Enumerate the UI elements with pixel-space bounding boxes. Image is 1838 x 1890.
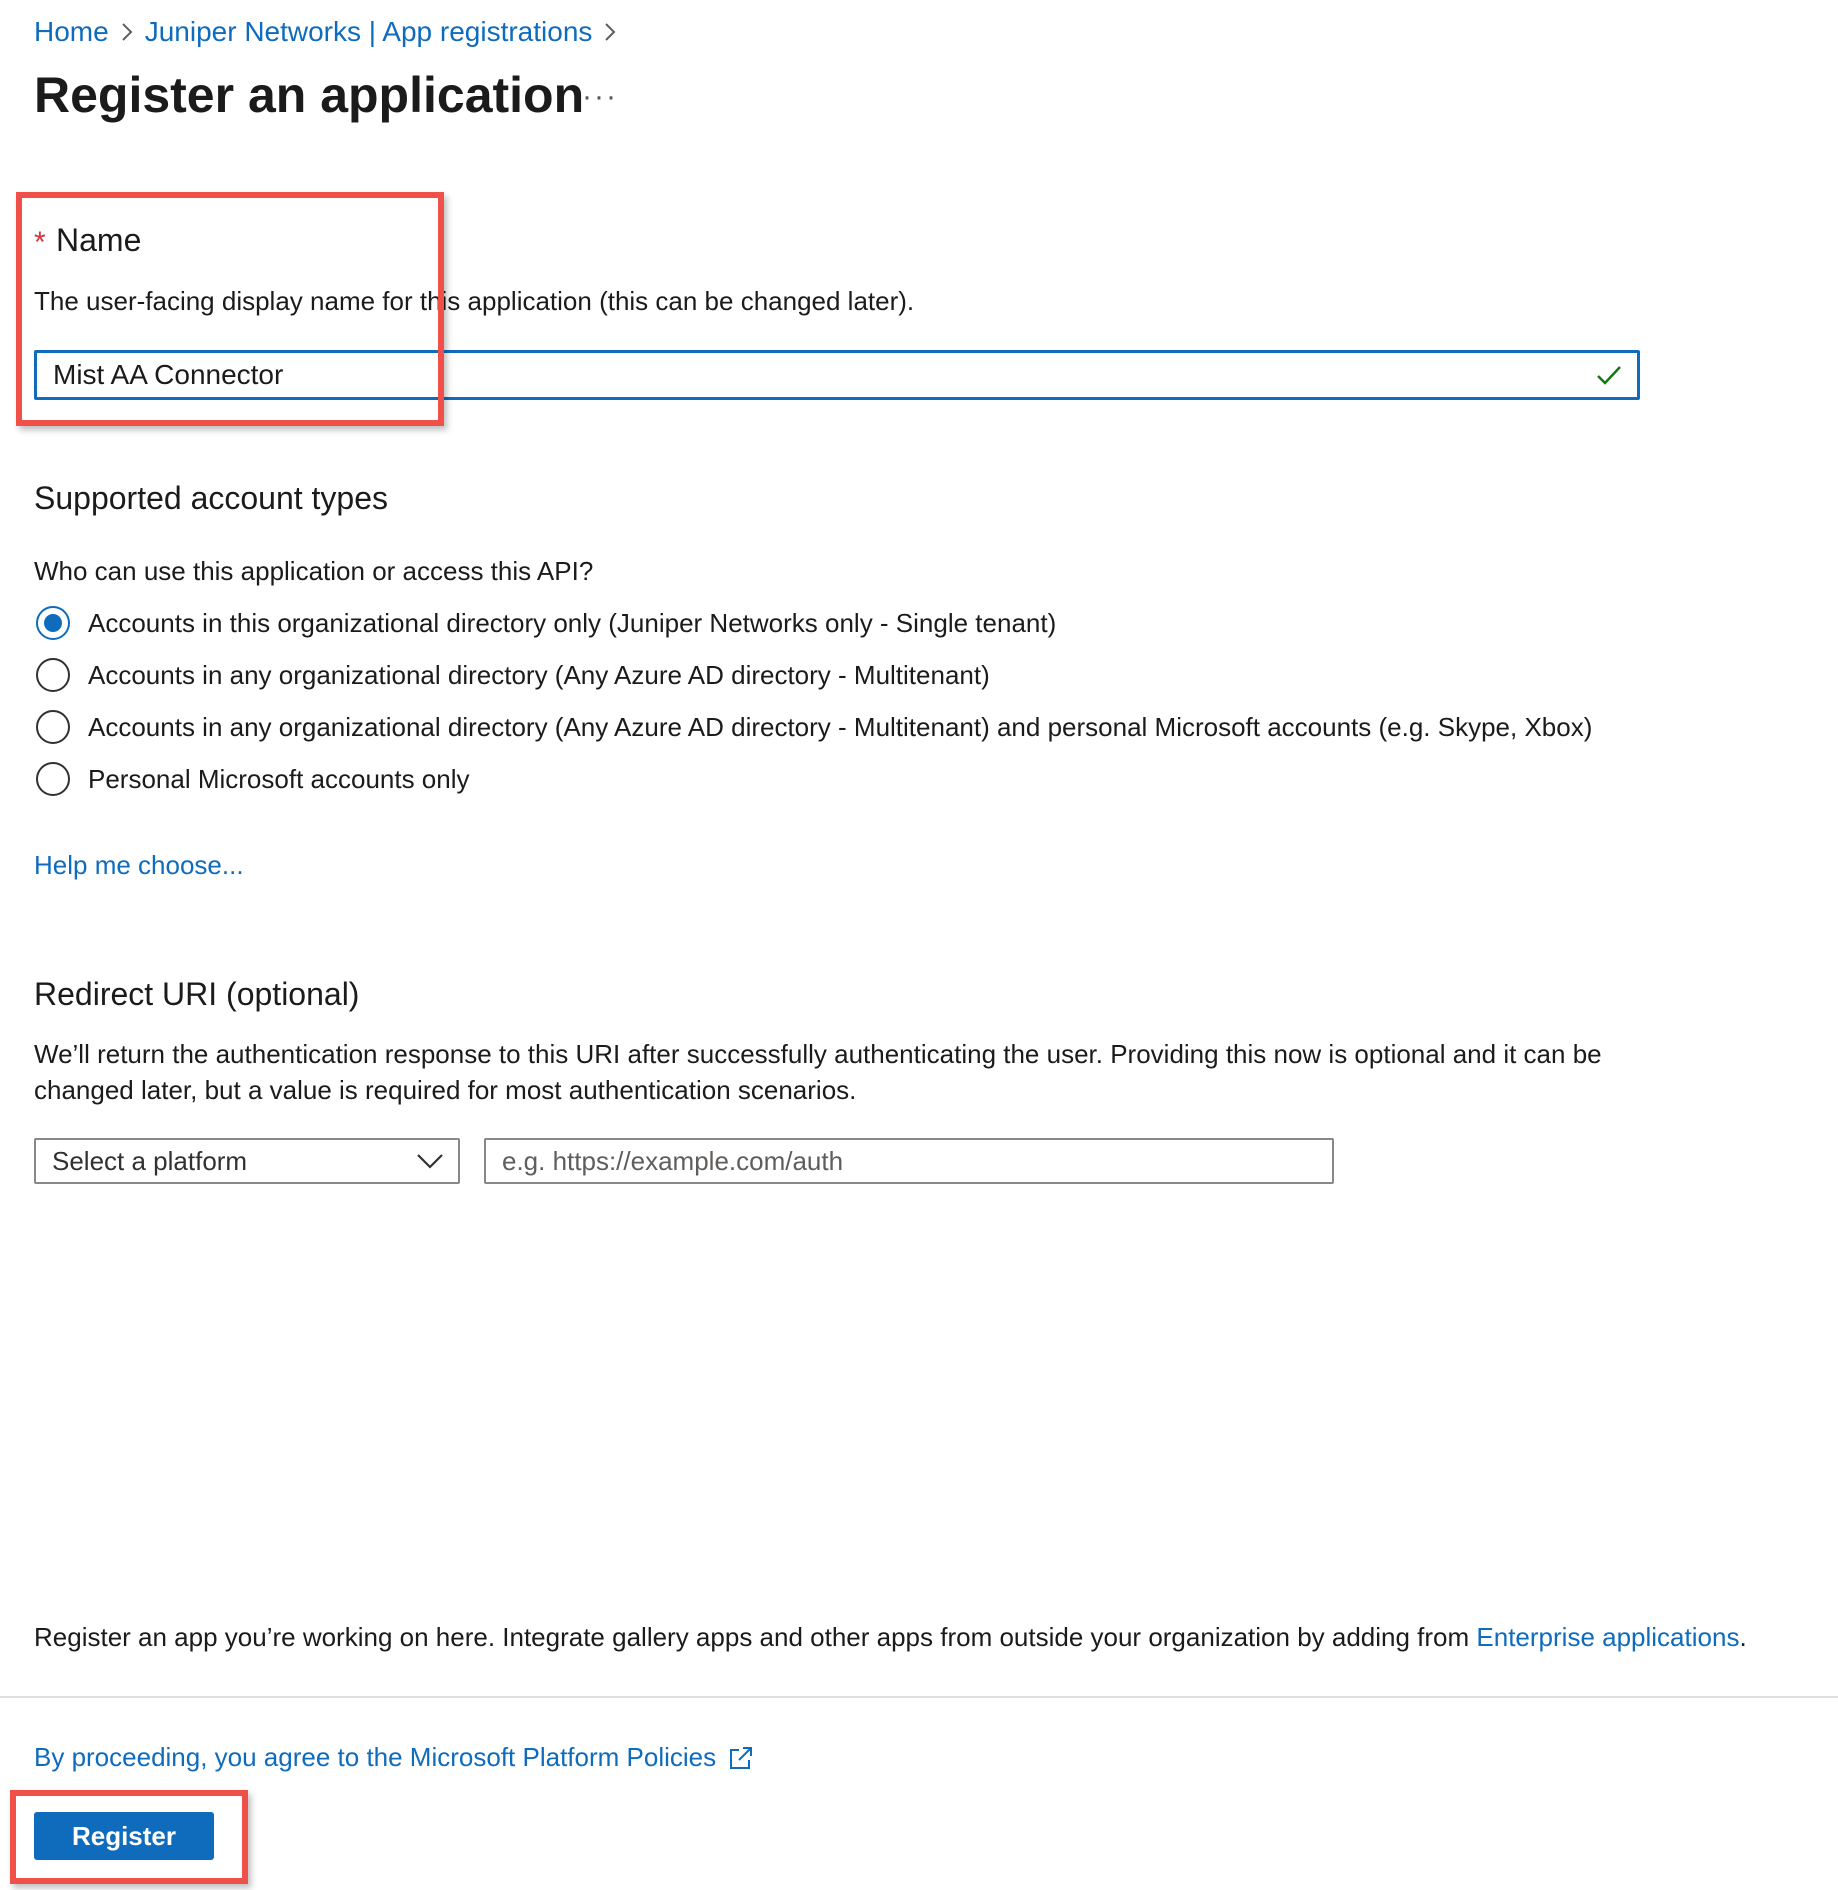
external-link-icon xyxy=(726,1743,756,1773)
footer-note-end: . xyxy=(1739,1622,1747,1652)
radio-personal-only[interactable] xyxy=(36,762,470,796)
page-title: Register an application xyxy=(34,67,585,123)
platform-policies-link[interactable] xyxy=(34,1742,756,1773)
required-asterisk: * xyxy=(34,226,46,259)
redirect-uri-title: Redirect URI (optional) xyxy=(34,976,360,1012)
platform-policies-label: By proceeding, you agree to the Microsoft Platform Policies xyxy=(34,1742,717,1772)
account-types-title: Supported account types xyxy=(34,480,389,516)
name-field xyxy=(34,350,1640,400)
register-button[interactable]: Register xyxy=(34,1812,214,1860)
radio-button[interactable] xyxy=(36,658,70,692)
account-types-question: Who can use this application or access this API? xyxy=(34,556,594,586)
radio-label: Accounts in this organizational directory only (Juniper Networks only - Single tenant) xyxy=(88,607,1057,638)
name-description: The user-facing display name for this application (this can be changed later). xyxy=(34,286,915,316)
radio-multitenant[interactable] xyxy=(36,658,990,692)
radio-label: Accounts in any organizational directory (Any Azure AD directory - Multitenant) and personal Microsoft accounts (e.g. Skype, Xbox) xyxy=(88,711,1593,742)
name-label: Name xyxy=(56,222,142,258)
divider xyxy=(0,1696,1838,1698)
redirect-uri-description: We’ll return the authentication response to this URI after successfully authenticating the user. Providing this now is optional and it can be changed later, but a value is required for most authentication scenarios. xyxy=(34,1039,1602,1105)
radio-single-tenant[interactable] xyxy=(36,606,1056,640)
radio-label: Personal Microsoft accounts only xyxy=(88,763,470,794)
enterprise-applications-link[interactable]: Enterprise applications xyxy=(1476,1622,1740,1652)
radio-label: Accounts in any organizational directory (Any Azure AD directory - Multitenant) xyxy=(88,659,990,690)
help-me-choose-link[interactable]: Help me choose... xyxy=(34,850,244,880)
name-input[interactable] xyxy=(37,352,1595,398)
chevron-right-icon xyxy=(592,22,628,42)
breadcrumb-app-registrations[interactable]: Juniper Networks | App registrations xyxy=(144,16,593,47)
radio-button[interactable] xyxy=(36,762,70,796)
chevron-down-icon xyxy=(416,1152,444,1170)
chevron-right-icon xyxy=(109,22,145,42)
platform-select-value: Select a platform xyxy=(52,1145,248,1176)
radio-button-selected[interactable] xyxy=(36,606,70,640)
more-options-icon[interactable]: ··· xyxy=(582,80,618,113)
breadcrumb-home[interactable]: Home xyxy=(34,16,109,47)
platform-select[interactable] xyxy=(34,1138,460,1184)
redirect-uri-input[interactable] xyxy=(484,1138,1334,1184)
radio-button[interactable] xyxy=(36,710,70,744)
checkmark-icon xyxy=(1595,363,1623,387)
breadcrumb xyxy=(34,12,628,52)
footer-note-text: Register an app you’re working on here. Integrate gallery apps and other apps from outside your organization by adding from xyxy=(34,1622,1477,1652)
radio-multitenant-personal[interactable] xyxy=(36,710,1592,744)
footer-note xyxy=(34,1622,1747,1653)
